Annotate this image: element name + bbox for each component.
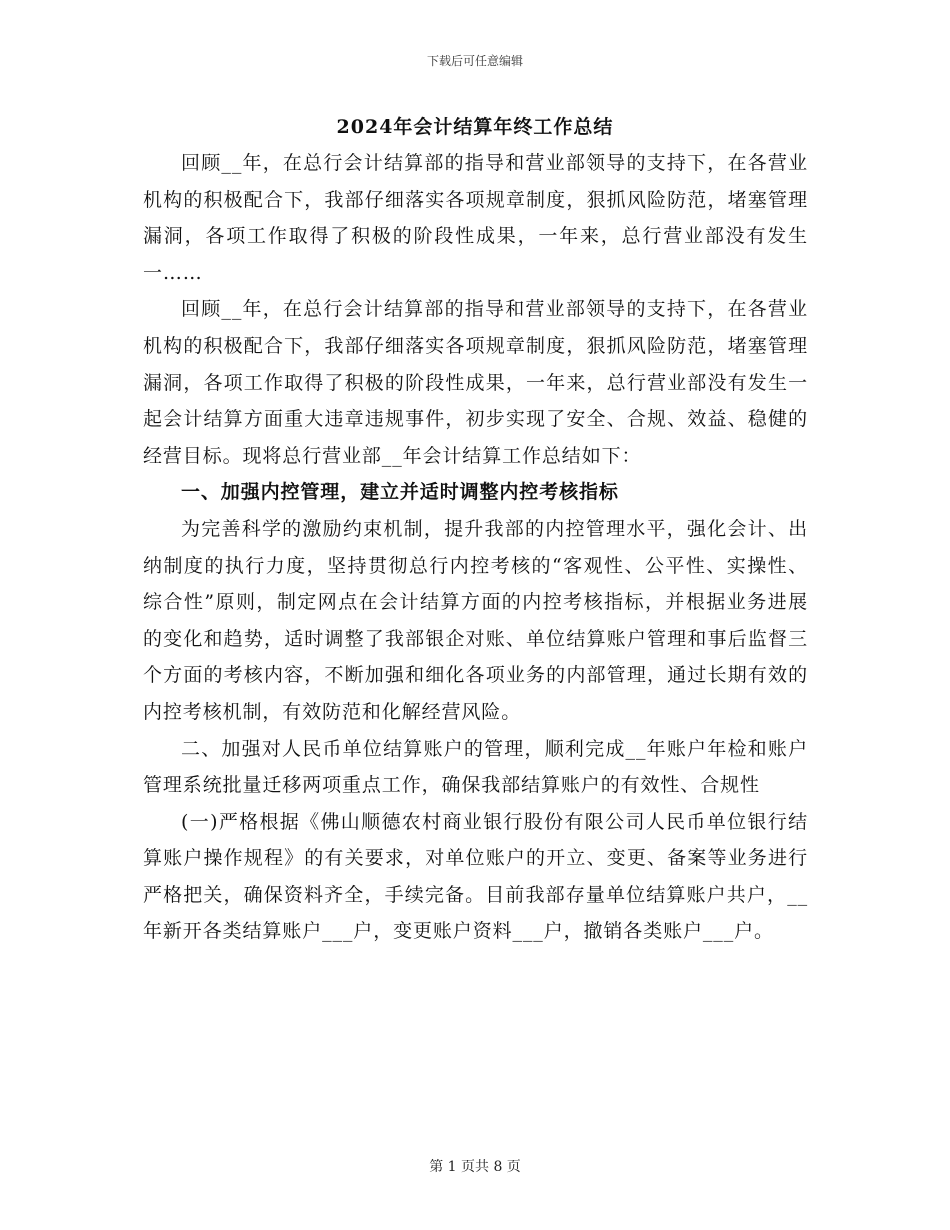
section-heading-1: 一、加强内控管理，建立并适时调整内控考核指标 — [181, 481, 619, 504]
document-title: 2024年会计结算年终工作总结 — [336, 116, 614, 138]
page-number: 第 1 页共 8 页 — [429, 1159, 521, 1175]
document-body — [143, 145, 808, 950]
section-heading-2: 二、加强对人民币单位结算账户的管理，顺利完成__年账户年检和账户管理系统批量迁移两项重点工作，确保我部结算账户的有效性、合规性 — [143, 737, 808, 797]
paragraph-account-management: (一)严格根据《佛山顺德农村商业银行股份有限公司人民币单位银行结算账户操作规程》的有关要求，对单位账户的开立、变更、备案等业务进行严格把关，确保资料齐全，手续完备。目前我部存量单位结算账户共户，__年新开各类结算账户___户，变更账户资料___户，撤销各类账户___户。 — [143, 810, 808, 943]
page-header-note: 下载后可任意编辑 — [426, 54, 523, 68]
paragraph-internal-control: 为完善科学的激励约束机制，提升我部的内控管理水平，强化会计、出纳制度的执行力度，坚持贯彻总行内控考核的“客观性、公平性、实操性、综合性”原则，制定网点在会计结算方面的内控考核指标，并根据业务进展的变化和趋势，适时调整了我部银企对账、单位结算账户管理和事后监督三个方面的考核内容，不断加强和细化各项业务的内部管理，通过长期有效的内控考核机制，有效防范和化解经营风险。 — [143, 517, 808, 723]
paragraph-intro-truncated: 回顾__年，在总行会计结算部的指导和营业部领导的支持下，在各营业机构的积极配合下，我部仔细落实各项规章制度，狠抓风险防范，堵塞管理漏洞，各项工作取得了积极的阶段性成果，一年来，总行营业部没有发生一…… — [143, 152, 808, 284]
paragraph-intro: 回顾__年，在总行会计结算部的指导和营业部领导的支持下，在各营业机构的积极配合下，我部仔细落实各项规章制度，狠抓风险防范，堵塞管理漏洞，各项工作取得了积极的阶段性成果，一年来，总行营业部没有发生一起会计结算方面重大违章违规事件，初步实现了安全、合规、效益、稳健的经营目标。现将总行营业部__年会计结算工作总结如下： — [143, 298, 808, 467]
